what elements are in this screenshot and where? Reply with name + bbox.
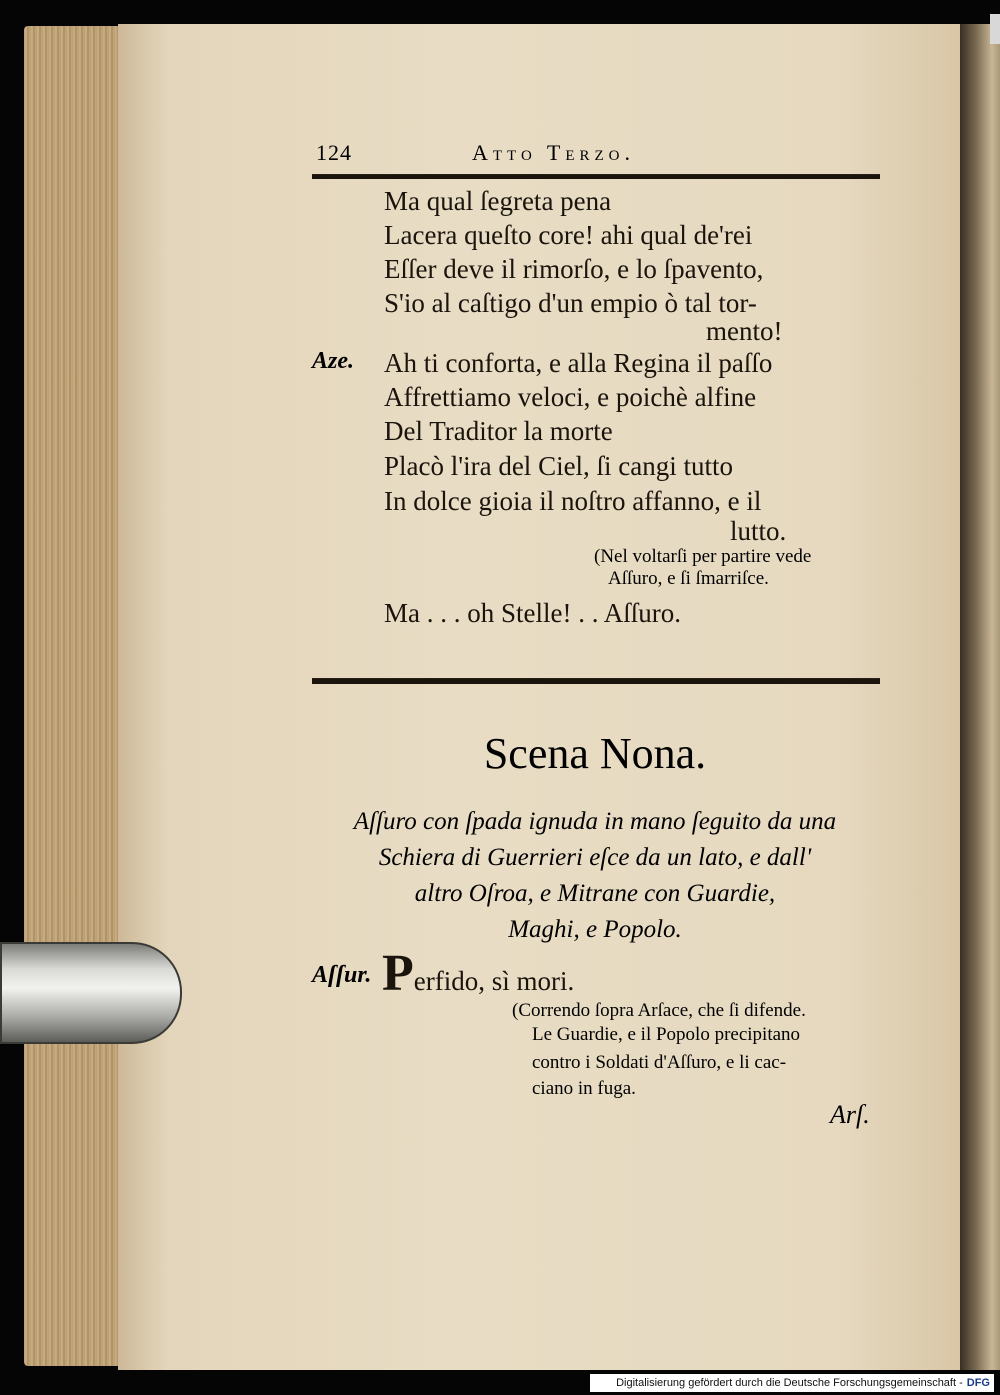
scene-description-line: Maghi, e Popolo. [508, 916, 682, 943]
verse-line: In dolce gioia il noſtro affanno, e il [384, 486, 762, 516]
verse-line: mento! [706, 316, 783, 346]
verse-line: Affrettiamo veloci, e poichè alfine [384, 382, 757, 412]
gutter-strip [990, 14, 1000, 44]
stage-direction: (Nel voltarſi per partire vede [594, 546, 812, 567]
page-clip [0, 942, 182, 1044]
scene-rule [312, 678, 880, 684]
verse-line: Eſſer deve il rimorſo, e lo ſpavento, [384, 254, 764, 284]
verse-line: Lacera queſto core! ahi qual de'rei [384, 220, 753, 250]
verse-line: lutto. [730, 516, 787, 546]
verse-line: Ah ti conforta, e alla Regina il paſſo [384, 348, 773, 378]
dfg-logo-icon: DFG [966, 1377, 990, 1389]
stage-direction: ciano in fuga. [532, 1078, 636, 1099]
page-number: 124 [316, 140, 352, 165]
scene-description-line: Aſſuro con ſpada ignuda in mano ſeguito da una [353, 808, 837, 835]
verse-line: erfido, sì mori. [413, 966, 575, 996]
book-gutter [960, 24, 1000, 1370]
verse-line: Ma . . . oh Stelle! . . Aſſuro. [384, 598, 681, 628]
scene-title: Scena Nona. [483, 729, 707, 778]
verse-line: Ma qual ſegreta pena [384, 186, 612, 216]
scene-description-line: Schiera di Guerrieri eſce da un lato, e dall' [378, 844, 812, 871]
speaker-assur: Aſſur. [312, 962, 372, 988]
verse-line: Placò l'ira del Ciel, ſi cangi tutto [384, 451, 734, 481]
stage-direction: contro i Soldati d'Aſſuro, e li cac- [532, 1052, 787, 1073]
verse-line: Del Traditor la morte [384, 416, 613, 446]
running-title: Atto Terzo. [472, 140, 635, 165]
scene-description [300, 804, 890, 948]
stage-direction: Le Guardie, e il Popolo precipitano [532, 1024, 801, 1045]
header-rule [312, 174, 880, 179]
stage-direction: Aſſuro, e ſi ſmarriſce. [608, 568, 769, 589]
digitization-footer [590, 1374, 994, 1392]
running-header [310, 140, 880, 170]
stage-direction: (Correndo ſopra Arſace, che ſi difende. [512, 1000, 806, 1021]
drop-cap: P [382, 945, 414, 1002]
verse-assur [382, 945, 575, 1002]
catchword: Arſ. [830, 1100, 870, 1129]
verse-line: S'io al caſtigo d'un empio ò tal tor- [384, 288, 757, 318]
speaker-aze: Aze. [312, 348, 354, 374]
scene-description-line: altro Oſroa, e Mitrane con Guardie, [414, 880, 776, 907]
footer-text: Digitalisierung gefördert durch die Deutsche Forschungsgemeinschaft - [616, 1377, 963, 1389]
